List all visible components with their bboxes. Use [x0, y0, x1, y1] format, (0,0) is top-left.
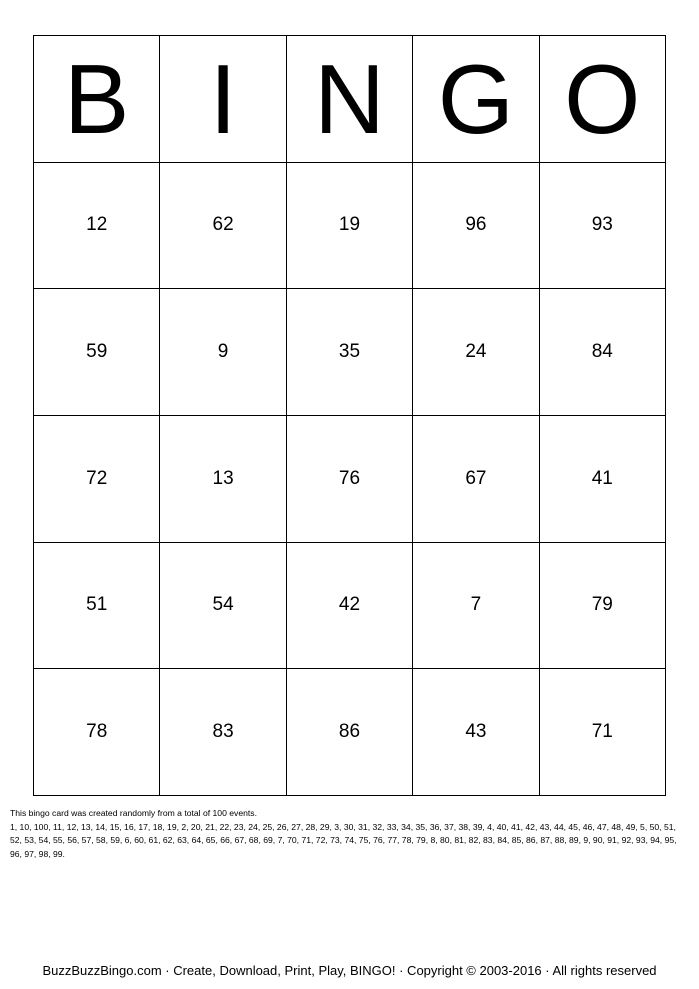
bingo-cell: 76 — [287, 416, 413, 543]
bingo-cell: 78 — [34, 669, 160, 796]
bingo-cell: 43 — [413, 669, 539, 796]
bingo-cell: 62 — [160, 163, 286, 290]
header-letter-i: I — [160, 36, 286, 163]
bingo-cell: 96 — [413, 163, 539, 290]
bingo-cell: 41 — [540, 416, 666, 543]
card-info — [10, 807, 690, 861]
header-letter-g: G — [413, 36, 539, 163]
bingo-cell: 7 — [413, 543, 539, 670]
bingo-cell: 72 — [34, 416, 160, 543]
bingo-cell: 86 — [287, 669, 413, 796]
bingo-cell: 84 — [540, 289, 666, 416]
info-events-list: 1, 10, 100, 11, 12, 13, 14, 15, 16, 17, 18, 19, 2, 20, 21, 22, 23, 24, 25, 26, 27, 28, 29, 3, 30, 31, 32, 33, 34, 35, 36, 37, 38, 39, 4, 40, 41, 42, 43, 44, 45, 46, 47, 48, 49, 5, 50, 51, 52, 53, 54, 55, 56, 57, 58, 59, 6, 60, 61, 62, 63, 64, 65, 66, 67, 68, 69, 7, 70, 71, 72, 73, 74, 75, 76, 77, 78, 79, 8, 80, 81, 82, 83, 84, 85, 86, 87, 88, 89, 9, 90, 91, 92, 93, 94, 95, 96, 97, 98, 99. — [10, 821, 677, 859]
bingo-cell: 67 — [413, 416, 539, 543]
bingo-cell: 59 — [34, 289, 160, 416]
header-letter-b: B — [34, 36, 160, 163]
bingo-cell: 9 — [160, 289, 286, 416]
bingo-cell: 19 — [287, 163, 413, 290]
bingo-card — [33, 35, 666, 796]
bingo-cell: 35 — [287, 289, 413, 416]
bingo-cell: 71 — [540, 669, 666, 796]
bingo-cell: 42 — [287, 543, 413, 670]
footer-copyright: BuzzBuzzBingo.com · Create, Download, Print, Play, BINGO! · Copyright © 2003-2016 · All rights reserved — [42, 963, 657, 978]
bingo-cell: 93 — [540, 163, 666, 290]
header-letter-n: N — [287, 36, 413, 163]
bingo-cell: 12 — [34, 163, 160, 290]
bingo-cell: 83 — [160, 669, 286, 796]
bingo-cell: 79 — [540, 543, 666, 670]
bingo-cell: 54 — [160, 543, 286, 670]
header-letter-o: O — [540, 36, 666, 163]
info-intro: This bingo card was created randomly from a total of 100 events. — [10, 808, 257, 818]
bingo-cell: 51 — [34, 543, 160, 670]
bingo-cell: 24 — [413, 289, 539, 416]
bingo-cell: 13 — [160, 416, 286, 543]
